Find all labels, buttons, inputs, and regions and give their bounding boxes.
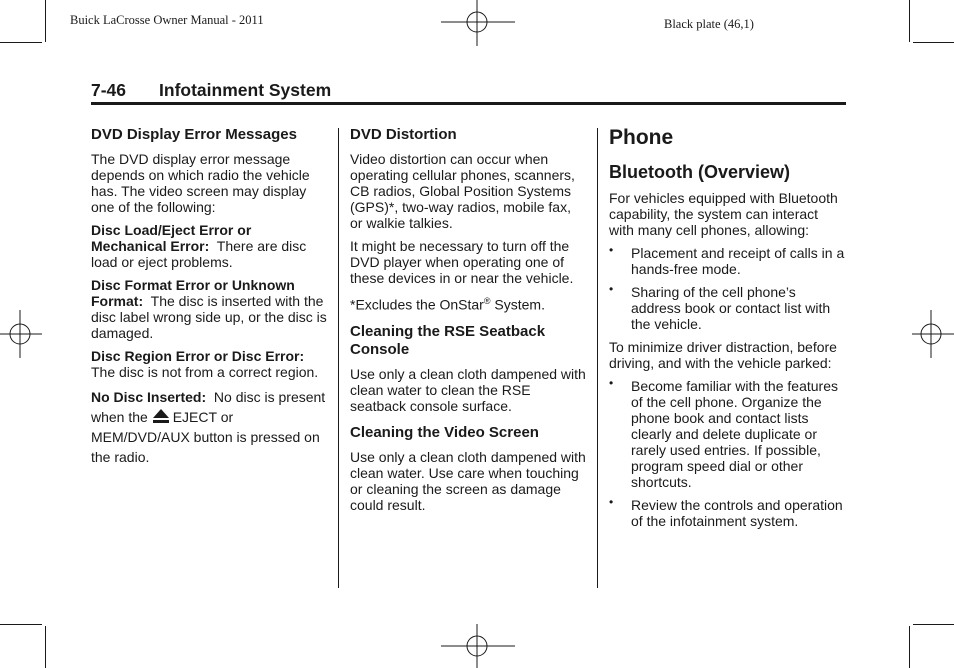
section-heading [91, 80, 331, 101]
error-load-eject [91, 222, 327, 270]
list-item-text: Become familiar with the features of the cell phone. Organize the phone book and contact lists clearly and delete duplicate or rarely used entries. If possible, program speed dial or other shortcuts. [631, 378, 838, 490]
error-term: Disc Load/Eject Error or Mechanical Error: [91, 222, 252, 254]
phone-title: Phone [609, 126, 674, 149]
dvd-error-intro: The DVD display error message depends on which radio the vehicle has. The video screen may display one of the following: [91, 151, 310, 215]
column-divider-2 [597, 128, 598, 588]
dvd-error-heading: DVD Display Error Messages [91, 126, 297, 143]
rse-heading: Cleaning the RSE Seatback Console [350, 322, 546, 358]
registration-mark-bottom [441, 624, 515, 668]
crop-mark-bottom-left-h [0, 624, 42, 625]
crop-mark-top-left-v [45, 0, 46, 42]
error-text: There are disc load or eject problems. [91, 238, 307, 270]
column-dvd-errors [91, 126, 327, 474]
distraction-intro: To minimize driver distraction, before driving, and with the vehicle parked: [609, 339, 837, 371]
distortion-heading: DVD Distortion [350, 126, 457, 143]
footnote-text: *Excludes the OnStar [350, 296, 484, 313]
onstar-footnote [350, 293, 586, 313]
list-item [609, 245, 845, 277]
bluetooth-heading: Bluetooth (Overview) [609, 162, 791, 182]
registration-mark-top [441, 0, 515, 48]
error-term: Disc Format Error or Unknown Format: [91, 277, 295, 309]
bullet-mark: • [609, 243, 614, 257]
list-item-text: Placement and receipt of calls in a hands-free mode. [631, 245, 845, 277]
bullet-mark: • [609, 495, 614, 509]
footnote-text-end: System. [490, 296, 545, 313]
column-phone [609, 126, 845, 536]
section-rule [91, 102, 846, 105]
bluetooth-intro: For vehicles equipped with Bluetooth capability, the system can interact with many cell phones, allowing: [609, 190, 838, 238]
rse-text: Use only a clean cloth dampened with clean water to clean the RSE seatback console surface. [350, 365, 586, 414]
list-item [609, 378, 845, 490]
error-text: No disc is present when the [91, 389, 326, 425]
plate-label: Black plate (46,1) [664, 17, 754, 31]
video-screen-heading: Cleaning the Video Screen [350, 423, 539, 441]
manual-title: Buick LaCrosse Owner Manual - 2011 [70, 13, 264, 27]
list-item [609, 284, 845, 332]
distortion-paragraph-2: It might be necessary to turn off the DVD player when operating one of these devices in or near the vehicle. [350, 238, 574, 286]
crop-mark-top-right-v [909, 0, 910, 42]
distortion-paragraph-1: Video distortion can occur when operating cellular phones, scanners, CB radios, Global Position Systems (GPS)*, two-way radios, mobile fax, or walkie talkies. [350, 151, 575, 231]
crop-mark-bottom-right-h [913, 624, 954, 625]
column-divider-1 [338, 128, 339, 588]
crop-mark-top-right-h [913, 42, 954, 43]
bluetooth-list-1 [609, 245, 845, 332]
error-disc-region [91, 348, 327, 380]
error-no-disc [91, 387, 327, 467]
registered-mark: ® [483, 296, 491, 306]
error-term: No Disc Inserted: [91, 389, 207, 405]
error-text-cont: EJECT or MEM/DVD/AUX button is pressed on the radio. [91, 409, 320, 465]
column-dvd-distortion [350, 126, 586, 520]
registration-mark-left [0, 310, 44, 358]
bullet-mark: • [609, 282, 614, 296]
bullet-mark: • [609, 376, 614, 390]
error-term: Disc Region Error or Disc Error: [91, 348, 305, 364]
list-item-text: Sharing of the cell phone’s address book or contact list with the vehicle. [631, 284, 831, 332]
error-text: The disc is inserted with the disc label wrong side up, or the disc is damaged. [91, 293, 327, 341]
error-disc-format [91, 277, 327, 341]
eject-icon [152, 408, 170, 424]
list-item [609, 497, 845, 529]
section-title: Infotainment System [159, 80, 332, 100]
bluetooth-list-2 [609, 378, 845, 529]
crop-mark-bottom-right-v [909, 626, 910, 668]
crop-mark-bottom-left-v [45, 626, 46, 668]
registration-mark-right [910, 310, 954, 358]
page-number: 7-46 [91, 80, 127, 100]
list-item-text: Review the controls and operation of the infotainment system. [631, 497, 843, 529]
crop-mark-top-left-h [0, 42, 42, 43]
video-screen-text: Use only a clean cloth dampened with clean water. Use care when touching or cleaning the screen as damage could result. [350, 448, 586, 513]
error-text: The disc is not from a correct region. [91, 364, 319, 380]
